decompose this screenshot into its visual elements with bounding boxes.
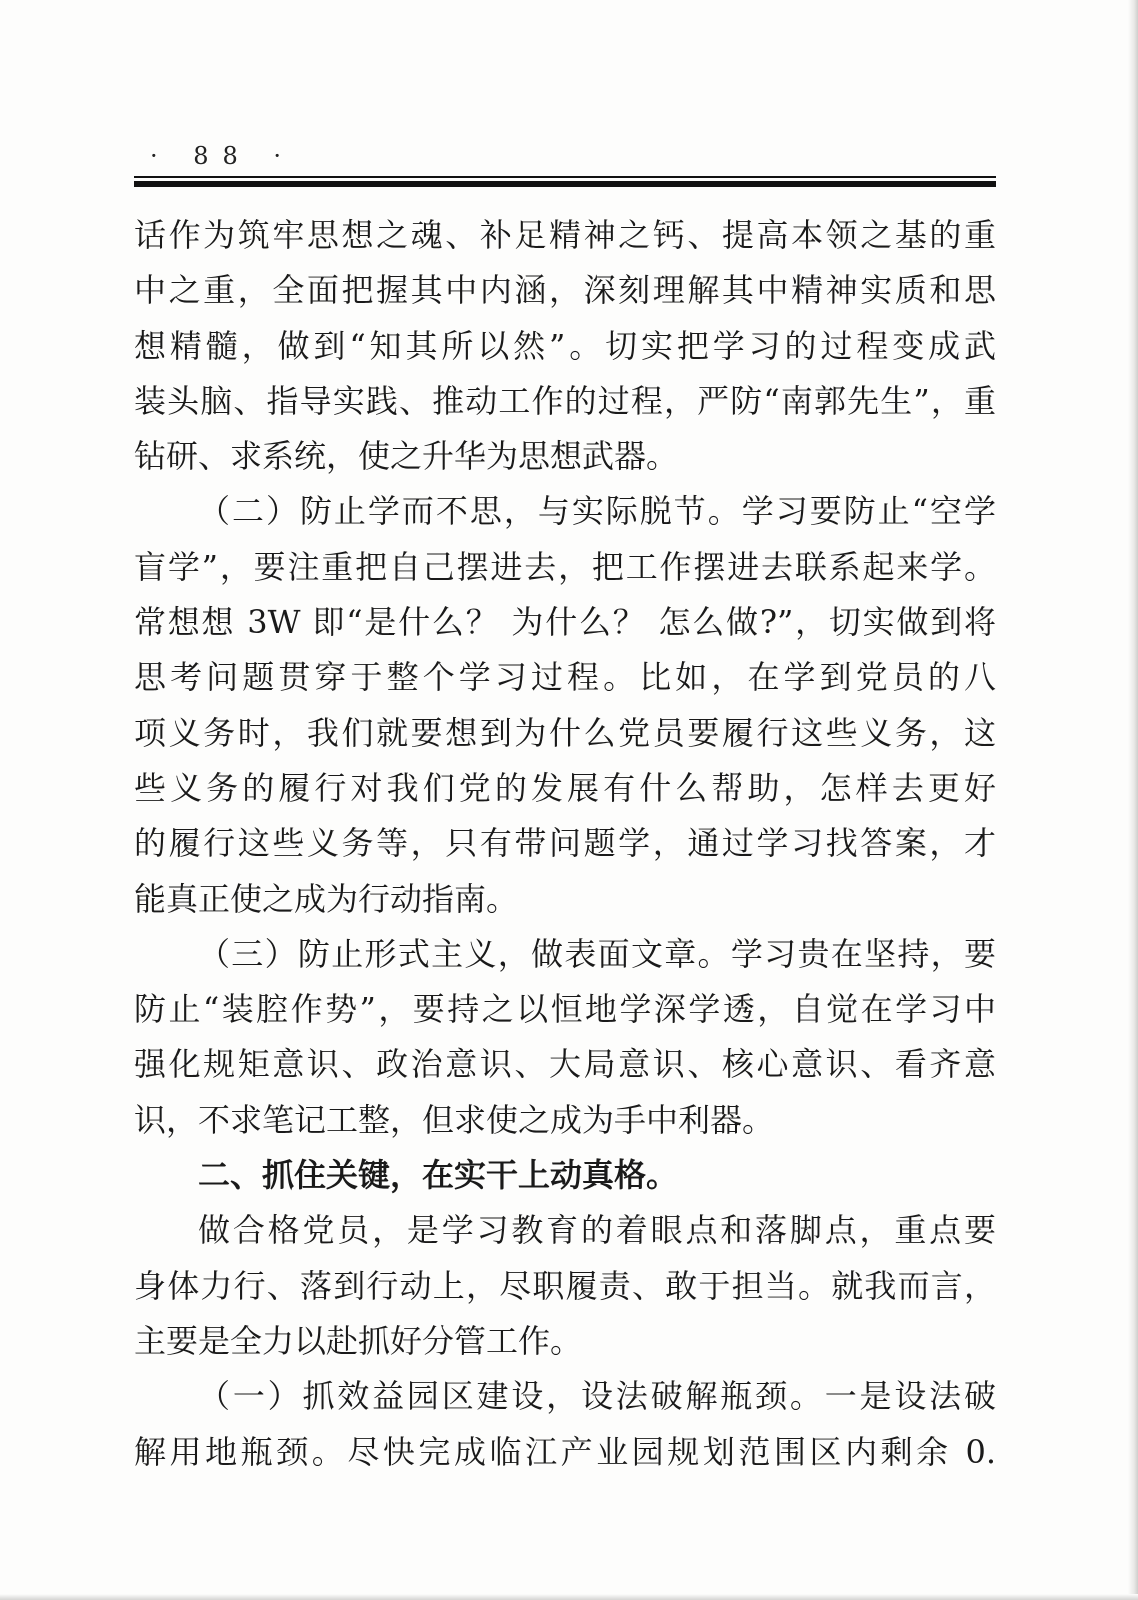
text-line: （二）防止学而不思，与实际脱节。学习要防止“空学 xyxy=(198,492,996,531)
text-line: 中之重，全面把握其中内涵，深刻理解其中精神实质和思 xyxy=(134,271,996,310)
text-line: （三）防止形式主义，做表面文章。学习贵在坚持，要 xyxy=(198,934,996,973)
text-line: 身体力行、落到行动上，尽职履责、敢于担当。就我而言， xyxy=(134,1266,996,1305)
body-text xyxy=(134,208,996,1480)
scan-edge-bottom xyxy=(0,1594,1138,1600)
text-line: 装头脑、指导实践、推动工作的过程，严防“南郭先生”，重 xyxy=(134,381,996,420)
text-line: 识，不求笔记工整，但求使之成为手中利器。 xyxy=(134,1100,775,1139)
text-line: 做合格党员，是学习教育的着眼点和落脚点，重点要 xyxy=(198,1211,996,1250)
page-number: · 88 · xyxy=(150,142,296,170)
text-line: 想精髓，做到“知其所以然”。切实把学习的过程变成武 xyxy=(134,326,996,365)
text-line: 话作为筑牢思想之魂、补足精神之钙、提高本领之基的重 xyxy=(134,216,996,254)
section-heading: 二、抓住关键，在实干上动真格。 xyxy=(198,1156,679,1195)
text-line: 盲学”，要注重把自己摆进去，把工作摆进去联系起来学。 xyxy=(134,547,996,586)
text-line: 常想想 3W 即“是什么？ 为什么？ 怎么做?”，切实做到将 xyxy=(134,603,996,642)
text-line: 些义务的履行对我们党的发展有什么帮助，怎样去更好 xyxy=(134,768,996,807)
scan-edge-right xyxy=(1128,0,1138,1600)
text-line: 的履行这些义务等，只有带问题学，通过学习找答案，才 xyxy=(134,824,996,863)
text-line: 思考问题贯穿于整个学习过程。比如，在学到党员的八 xyxy=(134,658,996,697)
header-rule-thin xyxy=(134,176,996,178)
text-line: 主要是全力以赴抓好分管工作。 xyxy=(134,1321,583,1360)
text-line: 项义务时，我们就要想到为什么党员要履行这些义务，这 xyxy=(134,713,996,752)
text-line: 防止“装腔作势”，要持之以恒地学深学透，自觉在学习中 xyxy=(134,990,996,1029)
text-line: 钻研、求系统，使之升华为思想武器。 xyxy=(134,437,679,476)
text-line: （一）抓效益园区建设，设法破解瓶颈。一是设法破 xyxy=(198,1377,996,1416)
header-rule-thick xyxy=(134,181,996,187)
text-line: 能真正使之成为行动指南。 xyxy=(134,879,519,918)
text-line: 解用地瓶颈。尽快完成临江产业园规划范围区内剩余 0. xyxy=(134,1432,996,1471)
text-line: 强化规矩意识、政治意识、大局意识、核心意识、看齐意 xyxy=(134,1045,996,1084)
